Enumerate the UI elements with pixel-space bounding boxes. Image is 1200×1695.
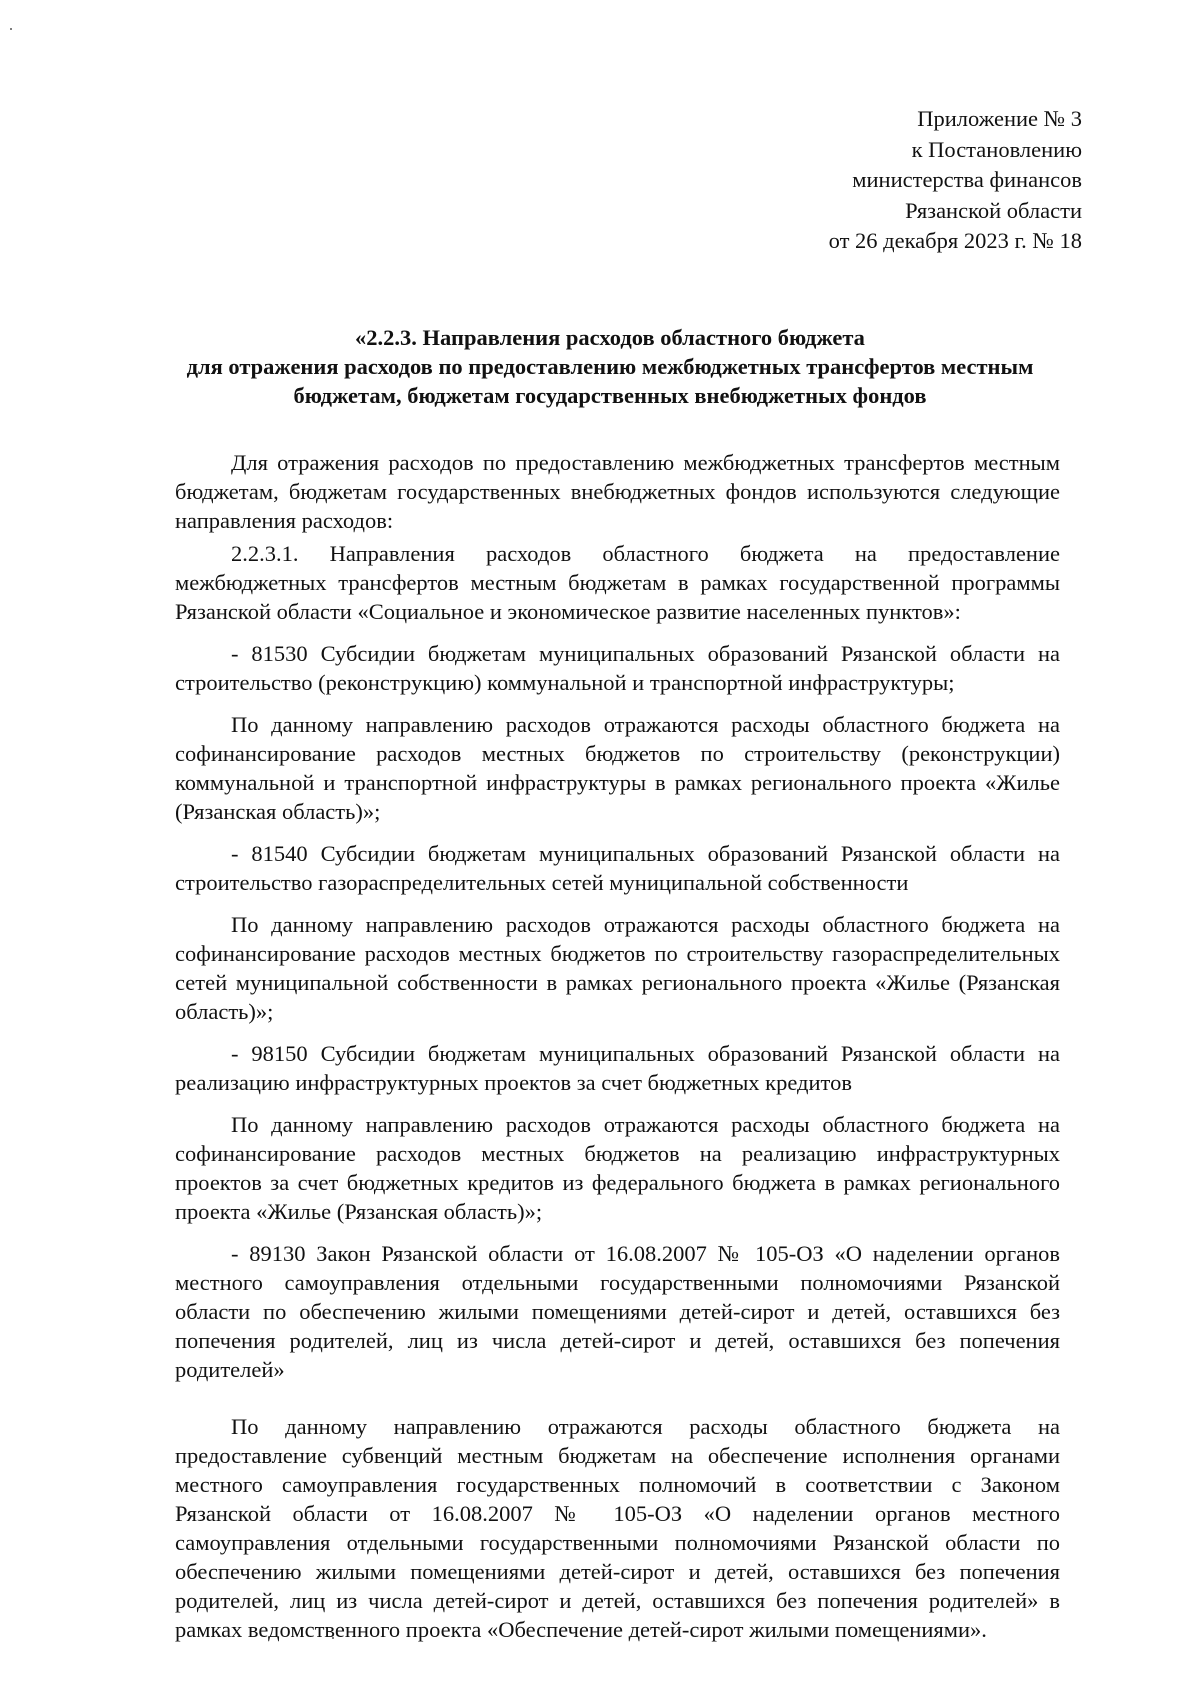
- paragraph-item-81540: - 81540 Субсидии бюджетам муниципальных образований Рязанской области на строительство газораспределительных сетей муниципальной собственности: [175, 841, 1060, 895]
- attachment-line: к Постановлению: [911, 136, 1082, 162]
- attachment-line: от 26 декабря 2023 г. № 18: [828, 228, 1082, 253]
- section-heading: [150, 323, 1070, 410]
- paragraph-intro: Для отражения расходов по предоставлению межбюджетных трансфертов местным бюджетам, бюджетам государственных внебюджетных фондов используются следующие направления расходов:: [175, 450, 1060, 533]
- attachment-line: министерства финансов: [852, 167, 1082, 192]
- paragraph-item-98150: - 98150 Субсидии бюджетам муниципальных образований Рязанской области на реализацию инфраструктурных проектов за счет бюджетных кредитов: [175, 1041, 1060, 1095]
- attachment-line: Приложение № 3: [917, 106, 1082, 131]
- attachment-line: Рязанской области: [905, 197, 1082, 223]
- paragraph-section-2-2-3-1: 2.2.3.1. Направления расходов областного бюджета на предоставление межбюджетных трансфертов местным бюджетам в рамках государственной программы Рязанской области «Социальное и экономическое развитие населенных пунктов»:: [175, 541, 1060, 624]
- paragraph-item-89130: - 89130 Закон Рязанской области от 16.08.2007 № 105-ОЗ «О наделении органов местного самоуправления отдельными государственными полномочиями Рязанской области по обеспечению жилыми помещениями детей-сирот и детей, оставшихся без попечения родителей, лиц из числа детей-сирот и детей, оставшихся без попечения родителей»: [175, 1241, 1060, 1382]
- paragraph-description-89130: По данному направлению отражаются расходы областного бюджета на предоставление субвенций местным бюджетам на обеспечение исполнения органами местного самоуправления государственных полномочий в соответствии с Законом Рязанской области от 16.08.2007 № 105-ОЗ «О наделении органов местного самоуправления отдельными государственными полномочиями Рязанской области по обеспечению жилыми помещениями детей-сирот и детей, оставшихся без попечения родителей, лиц из числа детей-сирот и детей, оставшихся без попечения родителей» в рамках ведомственного проекта «Обеспечение детей-сирот жилыми помещениями».: [175, 1414, 1060, 1642]
- scan-speck: [10, 28, 12, 30]
- paragraph-item-81530: - 81530 Субсидии бюджетам муниципальных образований Рязанской области на строительство (реконструкцию) коммунальной и транспортной инфраструктуры;: [175, 641, 1060, 695]
- attachment-block: [829, 104, 1082, 257]
- heading-line: для отражения расходов по предоставлению межбюджетных трансфертов местным: [186, 354, 1034, 379]
- heading-line: бюджетам, бюджетам государственных внебюджетных фондов: [293, 383, 927, 408]
- paragraph-description-81540: По данному направлению расходов отражаются расходы областного бюджета на софинансирование расходов местных бюджетов по строительству газораспределительных сетей муниципальной собственности в рамках регионального проекта «Жилье (Рязанская область)»;: [175, 912, 1060, 1024]
- document-body: [175, 448, 1060, 1657]
- paragraph-description-98150: По данному направлению расходов отражаются расходы областного бюджета на софинансирование расходов местных бюджетов на реализацию инфраструктурных проектов за счет бюджетных кредитов из федерального бюджета в рамках регионального проекта «Жилье (Рязанская область)»;: [175, 1112, 1060, 1224]
- paragraph-description-81530: По данному направлению расходов отражаются расходы областного бюджета на софинансирование расходов местных бюджетов по строительству (реконструкции) коммунальной и транспортной инфраструктуры в рамках регионального проекта «Жилье (Рязанская область)»;: [175, 712, 1060, 824]
- heading-line: «2.2.3. Направления расходов областного бюджета: [355, 325, 865, 350]
